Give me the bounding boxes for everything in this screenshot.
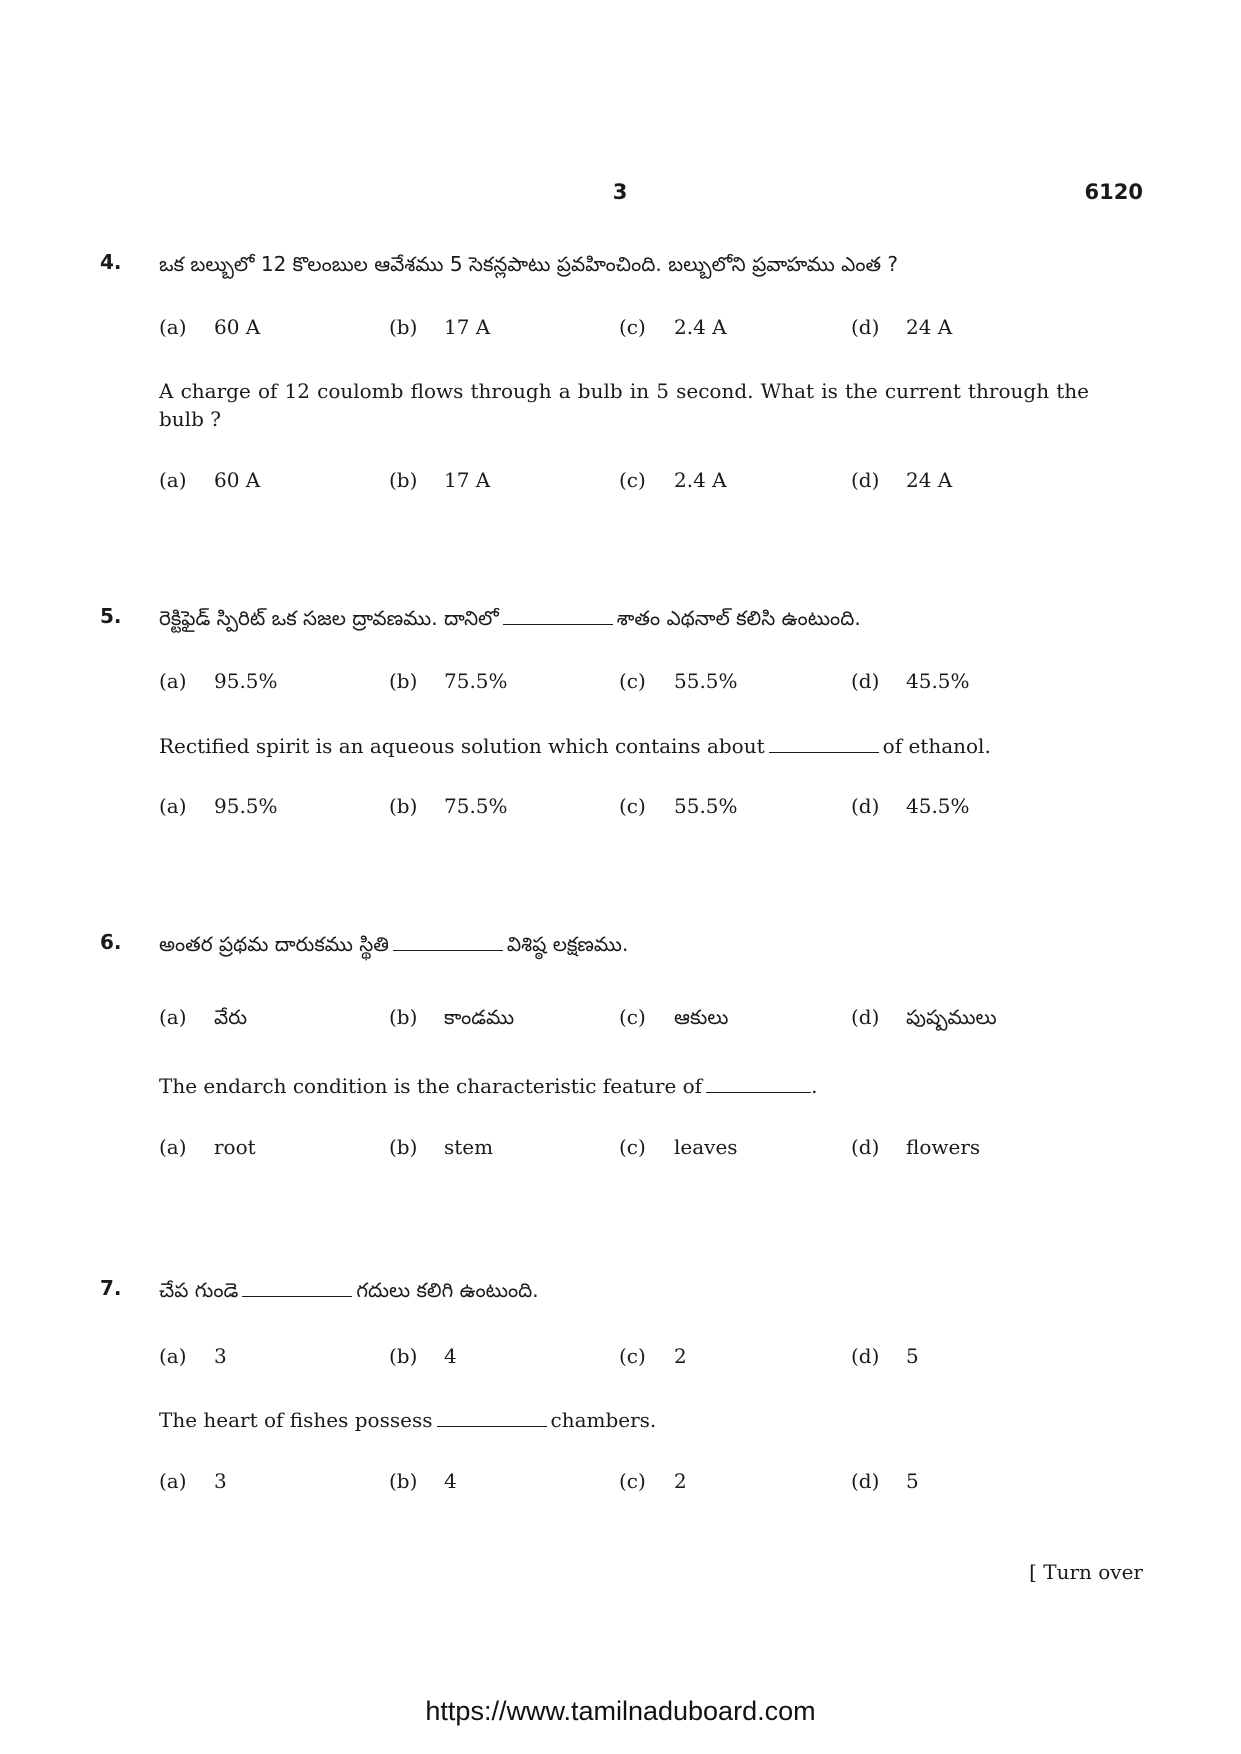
options-english: [159, 1469, 1059, 1499]
option-c: (c) ఆకులు: [619, 1005, 729, 1029]
option-c: (c) 55.5%: [619, 669, 738, 693]
options-telugu: [159, 315, 1059, 345]
question-text-telugu: చేప గుండె గదులు కలిగి ఉంటుంది.: [159, 1278, 539, 1302]
option-a: (a) 3: [159, 1344, 227, 1368]
question-text-english: The endarch condition is the characteristic feature of .: [159, 1074, 818, 1098]
answer-blank: [769, 751, 879, 753]
options-telugu: [159, 1344, 1059, 1374]
question-text-telugu: ఒక బల్బులో 12 కొలంబుల ఆవేశము 5 సెకన్లపాటు ప్రవహించింది. బల్బులోని ప్రవాహము ఎంత ?: [159, 252, 898, 276]
option-b: (b) 17 A: [389, 315, 491, 339]
question-text-english: A charge of 12 coulomb flows through a bulb in 5 second. What is the current through the bulb ?: [159, 379, 1089, 431]
options-telugu: [159, 1005, 1059, 1035]
page-number: 3: [612, 180, 628, 204]
option-d: (d) 45.5%: [851, 669, 970, 693]
option-d: (d) పుష్పములు: [851, 1005, 997, 1029]
option-a: (a) 95.5%: [159, 669, 278, 693]
option-b: (b) 4: [389, 1469, 457, 1493]
option-a: (a) root: [159, 1135, 256, 1159]
option-d: (d) 45.5%: [851, 794, 970, 818]
option-a: (a) 3: [159, 1469, 227, 1493]
question-number: 7.: [100, 1276, 122, 1300]
options-english: [159, 794, 1059, 824]
question-text-english: The heart of fishes possess chambers.: [159, 1408, 657, 1432]
option-c: (c) 2.4 A: [619, 468, 727, 492]
question-number: 5.: [100, 604, 122, 628]
option-c: (c) 2: [619, 1469, 687, 1493]
option-d: (d) 5: [851, 1344, 919, 1368]
option-c: (c) 2: [619, 1344, 687, 1368]
question-text-english: Rectified spirit is an aqueous solution which contains about of ethanol.: [159, 734, 991, 758]
question-number: 4.: [100, 250, 122, 274]
option-a: (a) 95.5%: [159, 794, 278, 818]
answer-blank: [706, 1091, 811, 1093]
options-telugu: [159, 669, 1059, 699]
answer-blank: [437, 1425, 547, 1427]
turn-over-note: [ Turn over: [1029, 1560, 1143, 1584]
answer-blank: [503, 623, 613, 625]
answer-blank: [393, 949, 503, 951]
footer-url[interactable]: https://www.tamilnaduboard.com: [425, 1696, 816, 1726]
question-text-telugu: అంతర ప్రథమ దారుకము స్థితి విశిష్ఠ లక్షణము.: [159, 932, 629, 956]
option-b: (b) 17 A: [389, 468, 491, 492]
option-b: (b) కాండము: [389, 1005, 515, 1029]
answer-blank: [242, 1295, 352, 1297]
option-d: (d) flowers: [851, 1135, 981, 1159]
option-b: (b) 75.5%: [389, 669, 508, 693]
question-number: 6.: [100, 930, 122, 954]
option-a: (a) 60 A: [159, 315, 261, 339]
options-english: [159, 468, 1059, 498]
paper-code: 6120: [1084, 180, 1143, 204]
option-d: (d) 5: [851, 1469, 919, 1493]
option-b: (b) 4: [389, 1344, 457, 1368]
option-c: (c) 2.4 A: [619, 315, 727, 339]
option-d: (d) 24 A: [851, 468, 953, 492]
option-a: (a) 60 A: [159, 468, 261, 492]
option-b: (b) stem: [389, 1135, 494, 1159]
options-english: [159, 1135, 1059, 1165]
question-text-telugu: రెక్టిఫైడ్ స్పిరిట్ ఒక సజల ద్రావణము. దానిలో శాతం ఎథనాల్ కలిసి ఉంటుంది.: [159, 606, 861, 630]
option-a: (a) వేరు: [159, 1005, 247, 1029]
option-b: (b) 75.5%: [389, 794, 508, 818]
option-c: (c) leaves: [619, 1135, 738, 1159]
option-c: (c) 55.5%: [619, 794, 738, 818]
option-d: (d) 24 A: [851, 315, 953, 339]
